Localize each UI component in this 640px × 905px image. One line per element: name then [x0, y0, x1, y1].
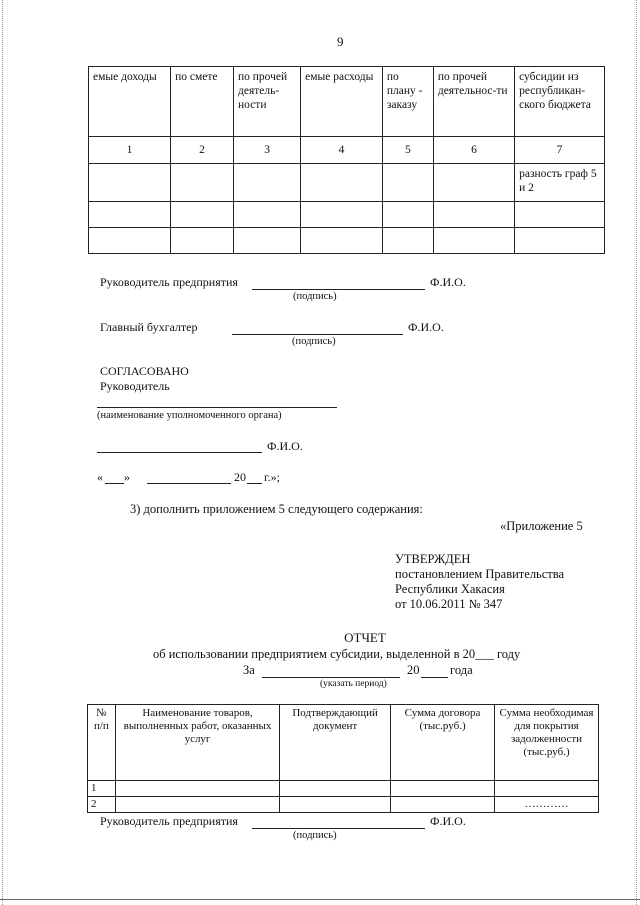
sign3-caption: (подпись) — [293, 830, 337, 841]
approval-org-line — [97, 407, 337, 408]
report-period-line — [262, 677, 400, 678]
subsidy-table — [88, 66, 605, 254]
table1-colnum-5: 5 — [382, 137, 433, 164]
scan-edge-bottom — [0, 899, 640, 900]
sign1-label: Руководитель предприятия — [100, 275, 238, 289]
table1-header-6: по прочей деятельнос-ти — [433, 67, 514, 137]
table1-colnum-6: 6 — [433, 137, 514, 164]
report-title: ОТЧЕТ — [344, 630, 386, 645]
table2-row — [88, 797, 599, 813]
approval-date-month-line — [147, 483, 231, 484]
report-period-year: 20 — [407, 663, 420, 677]
report-period-suffix: года — [450, 663, 473, 677]
approval-org-caption: (наименование уполномоченного органа) — [97, 410, 282, 421]
table2-header-document: Подтверждающий документ — [280, 705, 391, 781]
approval-date-day-line — [105, 483, 124, 484]
table2-header-sum: Сумма договора (тыс.руб.) — [391, 705, 495, 781]
table1-colnum-3: 3 — [234, 137, 301, 164]
sign1-caption: (подпись) — [293, 291, 337, 302]
sign1-fio: Ф.И.О. — [430, 275, 466, 289]
table2-header-name: Наименование товаров, выполненных работ, оказанных услуг — [115, 705, 279, 781]
approved-title: УТВЕРЖДЕН — [395, 552, 471, 566]
table2-header-num: № п/п — [88, 705, 116, 781]
table1-header-1: емые доходы — [89, 67, 171, 137]
table1-row — [89, 228, 605, 254]
approval-title: СОГЛАСОВАНО — [100, 364, 189, 378]
table2-row-number: 1 — [88, 781, 116, 797]
sign2-line — [232, 334, 403, 335]
table1-row — [89, 202, 605, 228]
approval-date-open: « — [97, 470, 103, 484]
sign1-line — [252, 289, 425, 290]
approval-role: Руководитель — [100, 379, 170, 393]
table1-header-2: по смете — [171, 67, 234, 137]
report-period-year-line — [421, 677, 448, 678]
approved-line1: постановлением Правительства — [395, 567, 565, 581]
table1-header-4: емые расходы — [301, 67, 383, 137]
sign3-fio: Ф.И.О. — [430, 814, 466, 828]
table2-row — [88, 781, 599, 797]
appendix-label: «Приложение 5 — [500, 519, 583, 533]
sign2-label: Главный бухгалтер — [100, 320, 198, 334]
approval-date-suffix: г.»; — [264, 470, 280, 484]
table1-header-5: по плану - заказу — [382, 67, 433, 137]
approved-line2: Республики Хакасия — [395, 582, 505, 596]
table1-header-7: субсидии из республикан-ского бюджета — [515, 67, 605, 137]
table1-row — [89, 164, 605, 202]
approved-line3: от 10.06.2011 № 347 — [395, 597, 503, 611]
page-number: 9 — [337, 34, 344, 49]
approval-fio-line — [97, 452, 262, 453]
table1-colnum-2: 2 — [171, 137, 234, 164]
approval-date-year: 20 — [234, 470, 246, 484]
sign3-line — [252, 828, 425, 829]
table1-colnum-7: 7 — [515, 137, 605, 164]
scan-edge-right — [636, 0, 637, 905]
report-subtitle: об использовании предприятием субсидии, выделенной в 20___ году — [153, 647, 521, 661]
report-period-prefix: За — [243, 663, 255, 677]
approval-fio: Ф.И.О. — [267, 439, 303, 453]
sign2-caption: (подпись) — [292, 336, 336, 347]
table1-header-3: по прочей деятель-ности — [234, 67, 301, 137]
table1-colnum-1: 1 — [89, 137, 171, 164]
report-period-caption: (указать период) — [320, 679, 387, 689]
table2-row-number: 2 — [88, 797, 116, 813]
scan-edge-left — [2, 0, 3, 905]
report-table — [87, 704, 599, 813]
table1-row1-col7: разность граф 5 и 2 — [515, 164, 605, 202]
table2-dots: ………… — [495, 797, 599, 813]
table2-header-debt: Сумма необходимая для покрытия задолженности (тыс.руб.) — [495, 705, 599, 781]
sign2-fio: Ф.И.О. — [408, 320, 444, 334]
sign3-label: Руководитель предприятия — [100, 814, 238, 828]
amendment-text: 3) дополнить приложением 5 следующего содержания: — [130, 502, 423, 516]
approval-date-mid: » — [124, 470, 130, 484]
approval-date-year-line — [247, 483, 262, 484]
table1-colnum-4: 4 — [301, 137, 383, 164]
